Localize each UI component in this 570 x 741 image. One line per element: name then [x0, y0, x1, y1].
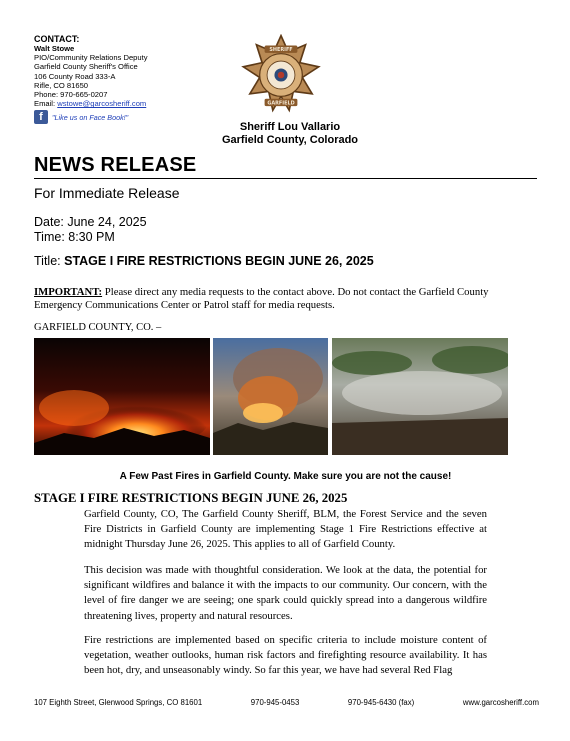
news-release-heading: NEWS RELEASE [34, 154, 197, 176]
contact-email-row [34, 99, 234, 108]
contact-email-link[interactable]: wstowe@garcosheriff.com [57, 99, 147, 109]
footer-fax: 970-945-6430 (fax) [347, 698, 415, 707]
section-heading: STAGE I FIRE RESTRICTIONS BEGIN JUNE 26, 2025 [34, 491, 348, 505]
sheriff-name: Sheriff Lou Vallario [239, 121, 341, 133]
important-label: IMPORTANT: [34, 286, 103, 298]
important-notice [34, 286, 539, 312]
facebook-text: "Like us on Face Book!" [52, 112, 129, 122]
contact-address: 106 County Road 333-A [34, 71, 116, 81]
contact-office: Garfield County Sheriff's Office [34, 62, 138, 72]
contact-city: Rifle, CO 81650 [34, 80, 89, 90]
contact-email-label: Email: [34, 99, 58, 109]
body-paragraph-1: Garfield County, CO, The Garfield County Sheriff, BLM, the Forest Service and the seven Fire Districts in Garfield County are implementing Stage 1 Fire Restrictions effective at midnight Thursday June 26, 2025. This applies to all of Garfield County. [84, 508, 487, 551]
contact-name: Walt Stowe [34, 44, 75, 53]
photo-caption: A Few Past Fires in Garfield County. Make sure you are not the cause! [119, 471, 452, 482]
fire-photo-night [34, 338, 210, 455]
release-title [34, 254, 374, 268]
body-paragraph-3: Fire restrictions are implemented based on specific criteria to include moisture content of vegetation, weather outlooks, human risk factors and firefighting resource availability. It has been hot, dry, and unseasonably windy. So far this year, we have had several Red Flag [84, 634, 487, 677]
badge-bottom-text: GARFIELD [267, 100, 295, 107]
release-datetime [34, 215, 147, 245]
contact-title: PIO/Community Relations Deputy [34, 53, 148, 63]
fire-photo-plume [213, 338, 328, 455]
footer-phone: 970-945-0453 [250, 698, 300, 707]
body-paragraph-2: This decision was made with thoughtful consideration. We look at the data, the potential for significant wildfires and balance it with the impacts to our community. Our concern, with the level of fire danger we are seeing; one spark could quickly spread into a dangerous wildfire threatening lives, property and natural resources. [84, 564, 487, 622]
sheriff-badge-icon [240, 34, 322, 116]
facebook-icon[interactable]: f [34, 110, 48, 124]
important-text: Please direct any media requests to the contact above. Do not contact the Garfield County Emergency Communications Center or Patrol staff for media requests. [34, 286, 489, 311]
fire-photo-burned-field [332, 338, 508, 455]
release-time: Time: 8:30 PM [34, 230, 115, 244]
sheriff-header [190, 121, 390, 147]
release-title-text: STAGE I FIRE RESTRICTIONS BEGIN JUNE 26, 2025 [64, 254, 374, 268]
dateline: GARFIELD COUNTY, CO. – [34, 322, 162, 333]
contact-block [34, 34, 234, 124]
release-title-label: Title: [34, 254, 65, 268]
page-footer [34, 698, 539, 707]
contact-heading: CONTACT: [34, 34, 80, 44]
release-date: Date: June 24, 2025 [34, 215, 147, 229]
contact-phone: Phone: 970-665-0207 [34, 90, 108, 100]
footer-website[interactable]: www.garcosheriff.com [462, 698, 539, 707]
heading-divider [34, 178, 537, 179]
sheriff-county: Garfield County, Colorado [221, 134, 359, 146]
badge-top-text: SHERIFF [269, 47, 293, 54]
footer-address: 107 Eighth Street, Glenwood Springs, CO 81601 [34, 698, 203, 707]
immediate-release: For Immediate Release [34, 185, 180, 201]
